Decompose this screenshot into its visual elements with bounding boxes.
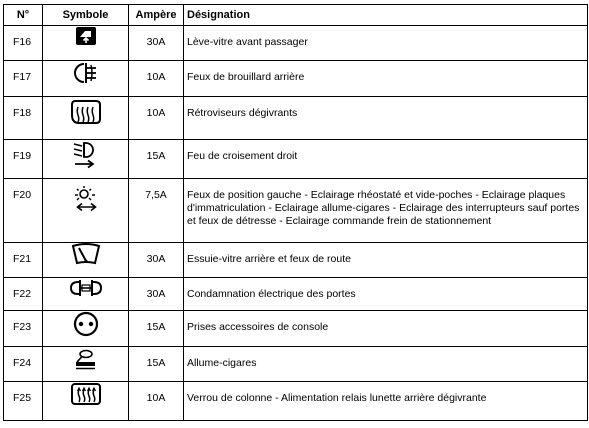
table-row <box>4 26 588 61</box>
fuse-ampere: 10A <box>129 97 184 140</box>
rear-fog-light-icon <box>73 61 99 85</box>
fuse-number: F17 <box>4 61 43 97</box>
fuse-designation: Lève-vitre avant passager <box>184 26 588 61</box>
fuse-designation: Feux de position gauche - Eclairage rhéostaté et vide-poches - Eclairage plaques d'immatriculation - Eclairage allume-cigares - Eclairage des interrupteurs sauf portes et feux de détresse - Eclairage commande frein de stationnement <box>184 179 588 243</box>
fuse-designation: Verrou de colonne - Alimentation relais lunette arrière dégivrante <box>184 382 588 421</box>
table-row <box>4 278 588 311</box>
heated-mirror-icon <box>70 97 102 127</box>
fuse-ampere: 30A <box>129 243 184 278</box>
header-row <box>4 5 588 26</box>
header-symbol: Symbole <box>43 5 129 26</box>
door-lock-icon <box>68 278 104 298</box>
rear-wiper-icon <box>71 243 101 265</box>
fuse-designation: Condamnation électrique des portes <box>184 278 588 311</box>
table-row <box>4 311 588 347</box>
fuse-ampere: 15A <box>129 347 184 382</box>
power-socket-icon <box>73 311 99 337</box>
table-row <box>4 243 588 278</box>
lighting-dimmer-icon <box>73 185 99 213</box>
fuse-ampere: 10A <box>129 382 184 421</box>
table-row <box>4 347 588 382</box>
fuse-number: F18 <box>4 97 43 140</box>
fuse-designation: Essuie-vitre arrière et feux de route <box>184 243 588 278</box>
table-row <box>4 382 588 421</box>
fuse-designation: Prises accessoires de console <box>184 311 588 347</box>
window-lift-icon <box>75 26 97 46</box>
fuse-number: F19 <box>4 140 43 179</box>
fuse-designation: Rétroviseurs dégivrants <box>184 97 588 140</box>
cigarette-lighter-icon <box>73 347 99 371</box>
fuse-designation: Allume-cigares <box>184 347 588 382</box>
table-row <box>4 97 588 140</box>
table-row <box>4 61 588 97</box>
fuse-number: F25 <box>4 382 43 421</box>
fuse-ampere: 7,5A <box>129 179 184 243</box>
header-ampere: Ampère <box>129 5 184 26</box>
table-row <box>4 179 588 243</box>
header-designation: Désignation <box>184 5 588 26</box>
fuse-designation: Feux de brouillard arrière <box>184 61 588 97</box>
fuse-number: F24 <box>4 347 43 382</box>
fuse-number: F22 <box>4 278 43 311</box>
dipped-beam-icon <box>72 140 100 170</box>
rear-defrost-icon <box>70 382 102 406</box>
fuse-number: F23 <box>4 311 43 347</box>
fuse-number: F21 <box>4 243 43 278</box>
fuse-ampere: 15A <box>129 140 184 179</box>
header-number: N° <box>4 5 43 26</box>
fuse-ampere: 15A <box>129 311 184 347</box>
fuse-number: F16 <box>4 26 43 61</box>
fuse-ampere: 30A <box>129 26 184 61</box>
fuse-designation: Feu de croisement droit <box>184 140 588 179</box>
fuse-ampere: 30A <box>129 278 184 311</box>
fuse-number: F20 <box>4 179 43 243</box>
fuse-table <box>3 4 588 421</box>
fuse-ampere: 10A <box>129 61 184 97</box>
table-row <box>4 140 588 179</box>
